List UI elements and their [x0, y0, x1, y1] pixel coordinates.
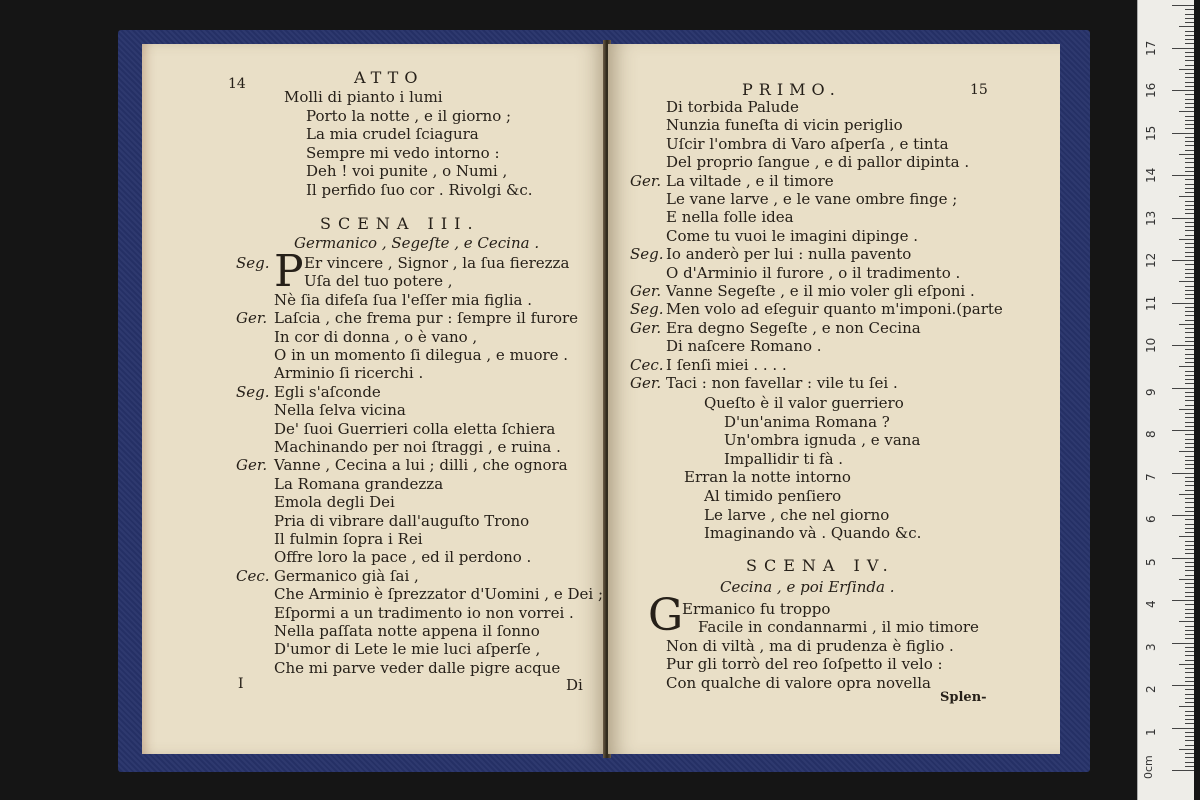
verse-line: Uſa del tuo potere ,	[304, 272, 453, 291]
ruler-tick	[1179, 621, 1194, 622]
ruler-tick	[1185, 745, 1194, 746]
verse-line: Nella paſſata notte appena il ſonno	[274, 622, 540, 640]
speaker-label: Seg.	[630, 245, 664, 264]
ruler-tick	[1185, 677, 1194, 678]
ruler-number: 7	[1144, 472, 1158, 481]
ruler-tick	[1185, 583, 1194, 584]
right-dropcap: G	[648, 590, 684, 641]
ruler-tick	[1185, 651, 1194, 652]
ruler-tick	[1172, 558, 1194, 559]
ruler-tick	[1185, 60, 1194, 61]
ruler-tick	[1185, 502, 1194, 503]
ruler-tick	[1185, 116, 1194, 117]
ruler-tick	[1185, 56, 1194, 57]
ruler-tick	[1185, 39, 1194, 40]
ruler-tick	[1185, 209, 1194, 210]
verse-line: Erran la notte intorno	[684, 468, 851, 487]
ruler-tick	[1185, 230, 1194, 231]
ruler-tick	[1185, 413, 1194, 414]
left-page	[142, 44, 606, 754]
ruler-tick	[1185, 490, 1194, 491]
ruler-tick	[1185, 634, 1194, 635]
ruler-number: 5	[1144, 557, 1158, 566]
verse-line: Deh ! voi punite , o Numi ,	[306, 162, 508, 180]
ruler-tick	[1185, 541, 1194, 542]
ruler-tick	[1185, 464, 1194, 465]
ruler-tick	[1185, 736, 1194, 737]
ruler-tick	[1185, 604, 1194, 605]
ruler-tick	[1185, 587, 1194, 588]
verse-line: Pria di vibrare dall'auguſto Trono	[274, 511, 530, 530]
ruler-tick	[1185, 626, 1194, 627]
verse-line: Vanne Segeſte , e il mio voler gli eſponi .	[666, 282, 975, 300]
ruler-tick	[1172, 643, 1194, 644]
verse-line: Molli di pianto i lumi	[284, 88, 443, 106]
speaker-label: Cec.	[236, 566, 270, 585]
ruler-tick	[1185, 753, 1194, 754]
verse-line: Emola degli Dei	[274, 493, 395, 512]
ruler-tick	[1185, 269, 1194, 270]
ruler-tick	[1185, 128, 1194, 129]
speaker-label: Ger.	[236, 456, 268, 475]
verse-line: Egli s'aſconde	[274, 382, 381, 401]
ruler-tick	[1185, 22, 1194, 23]
ruler-tick	[1179, 281, 1194, 282]
verse-line: O d'Arminio il furore , o il tradimento .	[666, 263, 961, 282]
ruler-tick	[1185, 405, 1194, 406]
ruler-tick	[1185, 107, 1194, 108]
ruler-number: 15	[1144, 125, 1158, 141]
ruler-tick	[1185, 613, 1194, 614]
ruler-tick	[1185, 379, 1194, 380]
left-running-head: ATTO	[354, 68, 424, 87]
speaker-label: Ger.	[630, 282, 662, 300]
verse-line: Di torbida Palude	[666, 98, 799, 116]
ruler-tick	[1179, 366, 1194, 367]
ruler-tick	[1185, 655, 1194, 656]
ruler-tick	[1185, 392, 1194, 393]
ruler-tick	[1185, 150, 1194, 151]
ruler-tick	[1185, 99, 1194, 100]
ruler-tick	[1185, 162, 1194, 163]
ruler-tick	[1185, 73, 1194, 74]
right-page-number: 15	[970, 82, 988, 98]
right-scene-title: SCENA IV.	[746, 556, 895, 575]
verse-line: Sempre mi vedo intorno :	[306, 143, 500, 162]
ruler-tick	[1172, 90, 1194, 91]
verse-line: Pur gli torrò del reo ſoſpetto il velo :	[666, 655, 943, 674]
ruler-tick	[1185, 524, 1194, 525]
verse-line: Eſpormi a un tradimento io non vorrei .	[274, 603, 574, 622]
ruler-tick	[1185, 192, 1194, 193]
ruler-tick	[1185, 609, 1194, 610]
ruler-tick	[1179, 536, 1194, 537]
right-page	[608, 44, 1060, 754]
ruler-tick	[1185, 243, 1194, 244]
verse-line: La viltade , e il timore	[666, 171, 834, 190]
ruler-tick	[1185, 290, 1194, 291]
ruler-tick	[1185, 31, 1194, 32]
ruler-tick	[1172, 473, 1194, 474]
ruler-number: 16	[1144, 82, 1158, 98]
verse-line: Di naſcere Romano .	[666, 337, 822, 356]
ruler-tick	[1185, 179, 1194, 180]
ruler-tick	[1185, 120, 1194, 121]
ruler-tick	[1185, 592, 1194, 593]
speaker-label: Ger.	[630, 171, 662, 190]
ruler-tick	[1185, 65, 1194, 66]
speaker-label: Ger.	[236, 309, 268, 328]
ruler-unit: 0cm	[1142, 755, 1155, 779]
verse-line: Al timido penſiero	[704, 487, 842, 505]
ruler-tick	[1185, 43, 1194, 44]
ruler-tick	[1185, 94, 1194, 95]
ruler-tick	[1185, 477, 1194, 478]
ruler-tick	[1185, 668, 1194, 669]
ruler-tick	[1185, 732, 1194, 733]
ruler-tick	[1185, 201, 1194, 202]
verse-line: Come tu vuoi le imagini dipinge .	[666, 226, 919, 245]
ruler-tick	[1185, 171, 1194, 172]
ruler-tick	[1185, 52, 1194, 53]
verse-line: In cor di donna , o è vano ,	[274, 327, 478, 346]
right-catchword: Splen-	[940, 690, 987, 705]
ruler-number: 4	[1144, 600, 1158, 608]
ruler-tick	[1185, 371, 1194, 372]
verse-line: Del proprio ſangue , e di pallor dipinta .	[666, 153, 970, 172]
ruler-tick	[1185, 562, 1194, 563]
ruler-tick	[1185, 702, 1194, 703]
verse-line: Men volo ad eſeguir quanto m'imponi.(parte	[666, 300, 1003, 319]
ruler-tick	[1185, 294, 1194, 295]
left-catchword: Di	[566, 676, 583, 694]
ruler-tick	[1172, 48, 1194, 49]
ruler-tick	[1185, 383, 1194, 384]
ruler-tick	[1185, 328, 1194, 329]
ruler-tick	[1185, 468, 1194, 469]
ruler-tick	[1185, 617, 1194, 618]
ruler-tick	[1185, 400, 1194, 401]
ruler-tick	[1185, 570, 1194, 571]
ruler-tick	[1185, 638, 1194, 639]
ruler-tick	[1179, 451, 1194, 452]
ruler-number: 11	[1144, 295, 1158, 311]
ruler-tick	[1185, 277, 1194, 278]
verse-line: Porto la notte , e il giorno ;	[306, 106, 512, 125]
ruler-number: 8	[1144, 430, 1158, 438]
ruler-tick	[1185, 247, 1194, 248]
verse-line: Uſcir l'ombra di Varo aſperſa , e tinta	[666, 134, 949, 153]
ruler-tick	[1185, 694, 1194, 695]
ruler-tick	[1185, 447, 1194, 448]
ruler-tick	[1185, 596, 1194, 597]
ruler-number: 2	[1144, 685, 1158, 693]
verse-line: La mia crudel ſciagura	[306, 125, 479, 143]
verse-line: Era degno Segeſte , e non Cecina	[666, 318, 921, 337]
verse-line: Er vincere , Signor , la ſua fierezza	[304, 254, 570, 272]
ruler-tick	[1185, 647, 1194, 648]
ruler-tick	[1185, 82, 1194, 83]
ruler-tick	[1185, 672, 1194, 673]
ruler-tick	[1179, 664, 1194, 665]
ruler-tick	[1179, 239, 1194, 240]
ruler-tick	[1179, 26, 1194, 27]
ruler-tick	[1172, 430, 1194, 431]
speaker-label: Seg.	[236, 382, 270, 401]
speaker-label: Seg.	[236, 254, 270, 272]
ruler-tick	[1185, 417, 1194, 418]
ruler-tick	[1172, 175, 1194, 176]
ruler-tick	[1185, 354, 1194, 355]
ruler-tick	[1185, 311, 1194, 312]
ruler-tick	[1185, 332, 1194, 333]
verse-line: Il perfido ſuo cor . Rivolgi &c.	[306, 180, 533, 199]
verse-line: Impallidir ti fà .	[724, 449, 844, 468]
verse-line: Laſcia , che frema pur : ſempre il furore	[274, 309, 579, 328]
ruler-number: 17	[1144, 40, 1158, 56]
ruler-tick	[1185, 264, 1194, 265]
ruler-tick	[1179, 69, 1194, 70]
ruler-tick	[1179, 324, 1194, 325]
ruler-tick	[1185, 141, 1194, 142]
ruler-tick	[1172, 685, 1194, 686]
ruler-tick	[1179, 111, 1194, 112]
verse-line: Le larve , che nel giorno	[704, 505, 890, 524]
ruler-tick	[1185, 711, 1194, 712]
verse-line: D'umor di Lete le mie luci aſperſe ,	[274, 640, 541, 659]
ruler-tick	[1185, 137, 1194, 138]
ruler-tick	[1172, 600, 1194, 601]
ruler-tick	[1185, 426, 1194, 427]
ruler-tick	[1185, 528, 1194, 529]
ruler-tick	[1185, 252, 1194, 253]
ruler-tick	[1172, 5, 1194, 6]
speaker-label: Ger.	[630, 374, 662, 392]
verse-line: La Romana grandezza	[274, 474, 444, 493]
left-scene-title: SCENA III.	[320, 214, 480, 233]
ruler-tick	[1185, 689, 1194, 690]
left-scene-cast: Germanico , Segeſte , e Cecina .	[294, 234, 540, 252]
ruler-tick	[1185, 630, 1194, 631]
ruler-tick	[1185, 575, 1194, 576]
ruler-tick	[1185, 460, 1194, 461]
ruler-tick	[1185, 307, 1194, 308]
ruler-tick	[1185, 532, 1194, 533]
ruler-tick	[1179, 494, 1194, 495]
ruler-tick	[1185, 545, 1194, 546]
ruler-tick	[1185, 320, 1194, 321]
speaker-label: Cec.	[630, 355, 664, 374]
verse-line: Nè ſia difeſa ſua l'eſſer mia figlia .	[274, 290, 532, 309]
verse-line: Vanne , Cecina a lui ; dilli , che ognora	[274, 456, 568, 475]
ruler-tick	[1185, 188, 1194, 189]
verse-line: Che mi parve veder dalle pigre acque	[274, 658, 561, 677]
ruler-number: 9	[1144, 387, 1158, 396]
verse-line: O in un momento ſi dilegua , e muore .	[274, 346, 569, 364]
ruler-tick	[1172, 260, 1194, 261]
ruler-tick	[1185, 762, 1194, 763]
ruler-tick	[1185, 213, 1194, 214]
ruler-tick	[1185, 511, 1194, 512]
verse-line: Machinando per noi ſtraggi , e ruina .	[274, 438, 561, 456]
ruler-tick	[1179, 706, 1194, 707]
ruler-tick	[1172, 218, 1194, 219]
ruler-tick	[1172, 388, 1194, 389]
verse-line: Con qualche di valore opra novella	[666, 673, 931, 692]
ruler-tick	[1185, 422, 1194, 423]
ruler-tick	[1179, 579, 1194, 580]
ruler-number: 12	[1144, 252, 1158, 268]
ruler-tick	[1185, 740, 1194, 741]
ruler-tick	[1179, 154, 1194, 155]
ruler-number: 14	[1144, 167, 1158, 183]
right-scene-cast: Cecina , e poi Erſinda .	[720, 578, 895, 596]
ruler-tick	[1185, 315, 1194, 316]
ruler-tick	[1185, 273, 1194, 274]
ruler-tick	[1185, 124, 1194, 125]
verse-line: De' ſuoi Guerrieri colla eletta ſchiera	[274, 419, 556, 438]
ruler-tick	[1185, 485, 1194, 486]
ruler-tick	[1185, 434, 1194, 435]
verse-line: Io anderò per lui : nulla pavento	[666, 245, 912, 264]
ruler-tick	[1185, 145, 1194, 146]
ruler-tick	[1185, 158, 1194, 159]
left-dropcap: P	[274, 246, 304, 297]
ruler-tick	[1185, 660, 1194, 661]
speaker-label: Seg.	[630, 300, 664, 319]
verse-line: Nella ſelva vicina	[274, 401, 406, 420]
ruler-tick	[1185, 77, 1194, 78]
ruler-tick	[1185, 349, 1194, 350]
verse-line: Non di viltà , ma di prudenza è figlio .	[666, 636, 954, 655]
left-signature-mark: I	[238, 676, 244, 692]
verse-line: Arminio ſi ricerchi .	[274, 364, 424, 383]
verse-line: Ermanico fu troppo	[682, 600, 831, 618]
ruler-tick	[1185, 86, 1194, 87]
ruler-tick	[1185, 205, 1194, 206]
ruler-tick	[1185, 103, 1194, 104]
ruler-tick	[1185, 456, 1194, 457]
ruler-tick	[1185, 715, 1194, 716]
ruler-tick	[1185, 226, 1194, 227]
ruler-tick	[1172, 345, 1194, 346]
ruler-tick	[1185, 439, 1194, 440]
verse-line: Un'ombra ignuda , e vana	[724, 431, 921, 450]
ruler-tick	[1185, 443, 1194, 444]
ruler-tick	[1185, 358, 1194, 359]
ruler-tick	[1172, 303, 1194, 304]
verse-line: Che Arminio è ſprezzator d'Uomini , e Dei ;	[274, 585, 604, 604]
ruler-tick	[1185, 167, 1194, 168]
verse-line: D'un'anima Romana ?	[724, 412, 890, 431]
ruler-tick	[1179, 196, 1194, 197]
ruler-number: 13	[1144, 210, 1158, 226]
ruler-tick	[1172, 770, 1194, 771]
ruler-tick	[1185, 298, 1194, 299]
ruler-number: 6	[1144, 515, 1158, 523]
ruler-number: 10	[1144, 337, 1158, 353]
ruler-tick	[1179, 749, 1194, 750]
ruler-tick	[1185, 9, 1194, 10]
ruler-tick	[1185, 341, 1194, 342]
ruler-tick	[1185, 396, 1194, 397]
ruler-tick	[1185, 14, 1194, 15]
ruler-tick	[1185, 549, 1194, 550]
verse-line: Germanico già ſai ,	[274, 566, 419, 585]
ruler-tick	[1172, 728, 1194, 729]
verse-line: Nunzia funeſta di vicin periglio	[666, 116, 903, 135]
ruler-tick	[1185, 35, 1194, 36]
ruler-tick	[1185, 362, 1194, 363]
verse-line: Il fulmin ſopra i Rei	[274, 530, 423, 548]
ruler-tick	[1172, 515, 1194, 516]
ruler-tick	[1185, 566, 1194, 567]
ruler-tick	[1179, 409, 1194, 410]
ruler-tick	[1185, 766, 1194, 767]
verse-line: E nella folle idea	[666, 208, 794, 227]
verse-line: I ſenſi miei . . . .	[666, 355, 787, 374]
ruler-tick	[1185, 375, 1194, 376]
measuring-ruler	[1137, 0, 1194, 800]
ruler-tick	[1185, 256, 1194, 257]
ruler-tick	[1185, 18, 1194, 19]
verse-line: Le vane larve , e le vane ombre finge ;	[666, 190, 958, 208]
ruler-tick	[1185, 719, 1194, 720]
ruler-tick	[1185, 698, 1194, 699]
ruler-tick	[1185, 681, 1194, 682]
ruler-tick	[1185, 481, 1194, 482]
ruler-tick	[1185, 723, 1194, 724]
verse-line: Queſto è il valor guerriero	[704, 394, 904, 412]
verse-line: Imaginando và . Quando &c.	[704, 524, 922, 543]
ruler-tick	[1185, 184, 1194, 185]
ruler-tick	[1185, 286, 1194, 287]
ruler-number: 3	[1144, 642, 1158, 651]
verse-line: Taci : non favellar : vile tu ſei .	[666, 374, 898, 392]
ruler-tick	[1185, 235, 1194, 236]
ruler-tick	[1172, 133, 1194, 134]
ruler-tick	[1185, 337, 1194, 338]
ruler-tick	[1185, 519, 1194, 520]
ruler-tick	[1185, 553, 1194, 554]
verse-line: Offre loro la pace , ed il perdono .	[274, 548, 532, 567]
ruler-tick	[1185, 498, 1194, 499]
right-running-head: PRIMO.	[742, 80, 841, 99]
left-page-number: 14	[228, 76, 246, 92]
ruler-number: 1	[1144, 727, 1158, 736]
ruler-tick	[1185, 507, 1194, 508]
ruler-tick	[1185, 757, 1194, 758]
ruler-tick	[1185, 222, 1194, 223]
verse-line: Facile in condannarmi , il mio timore	[698, 618, 979, 637]
speaker-label: Ger.	[630, 318, 662, 337]
